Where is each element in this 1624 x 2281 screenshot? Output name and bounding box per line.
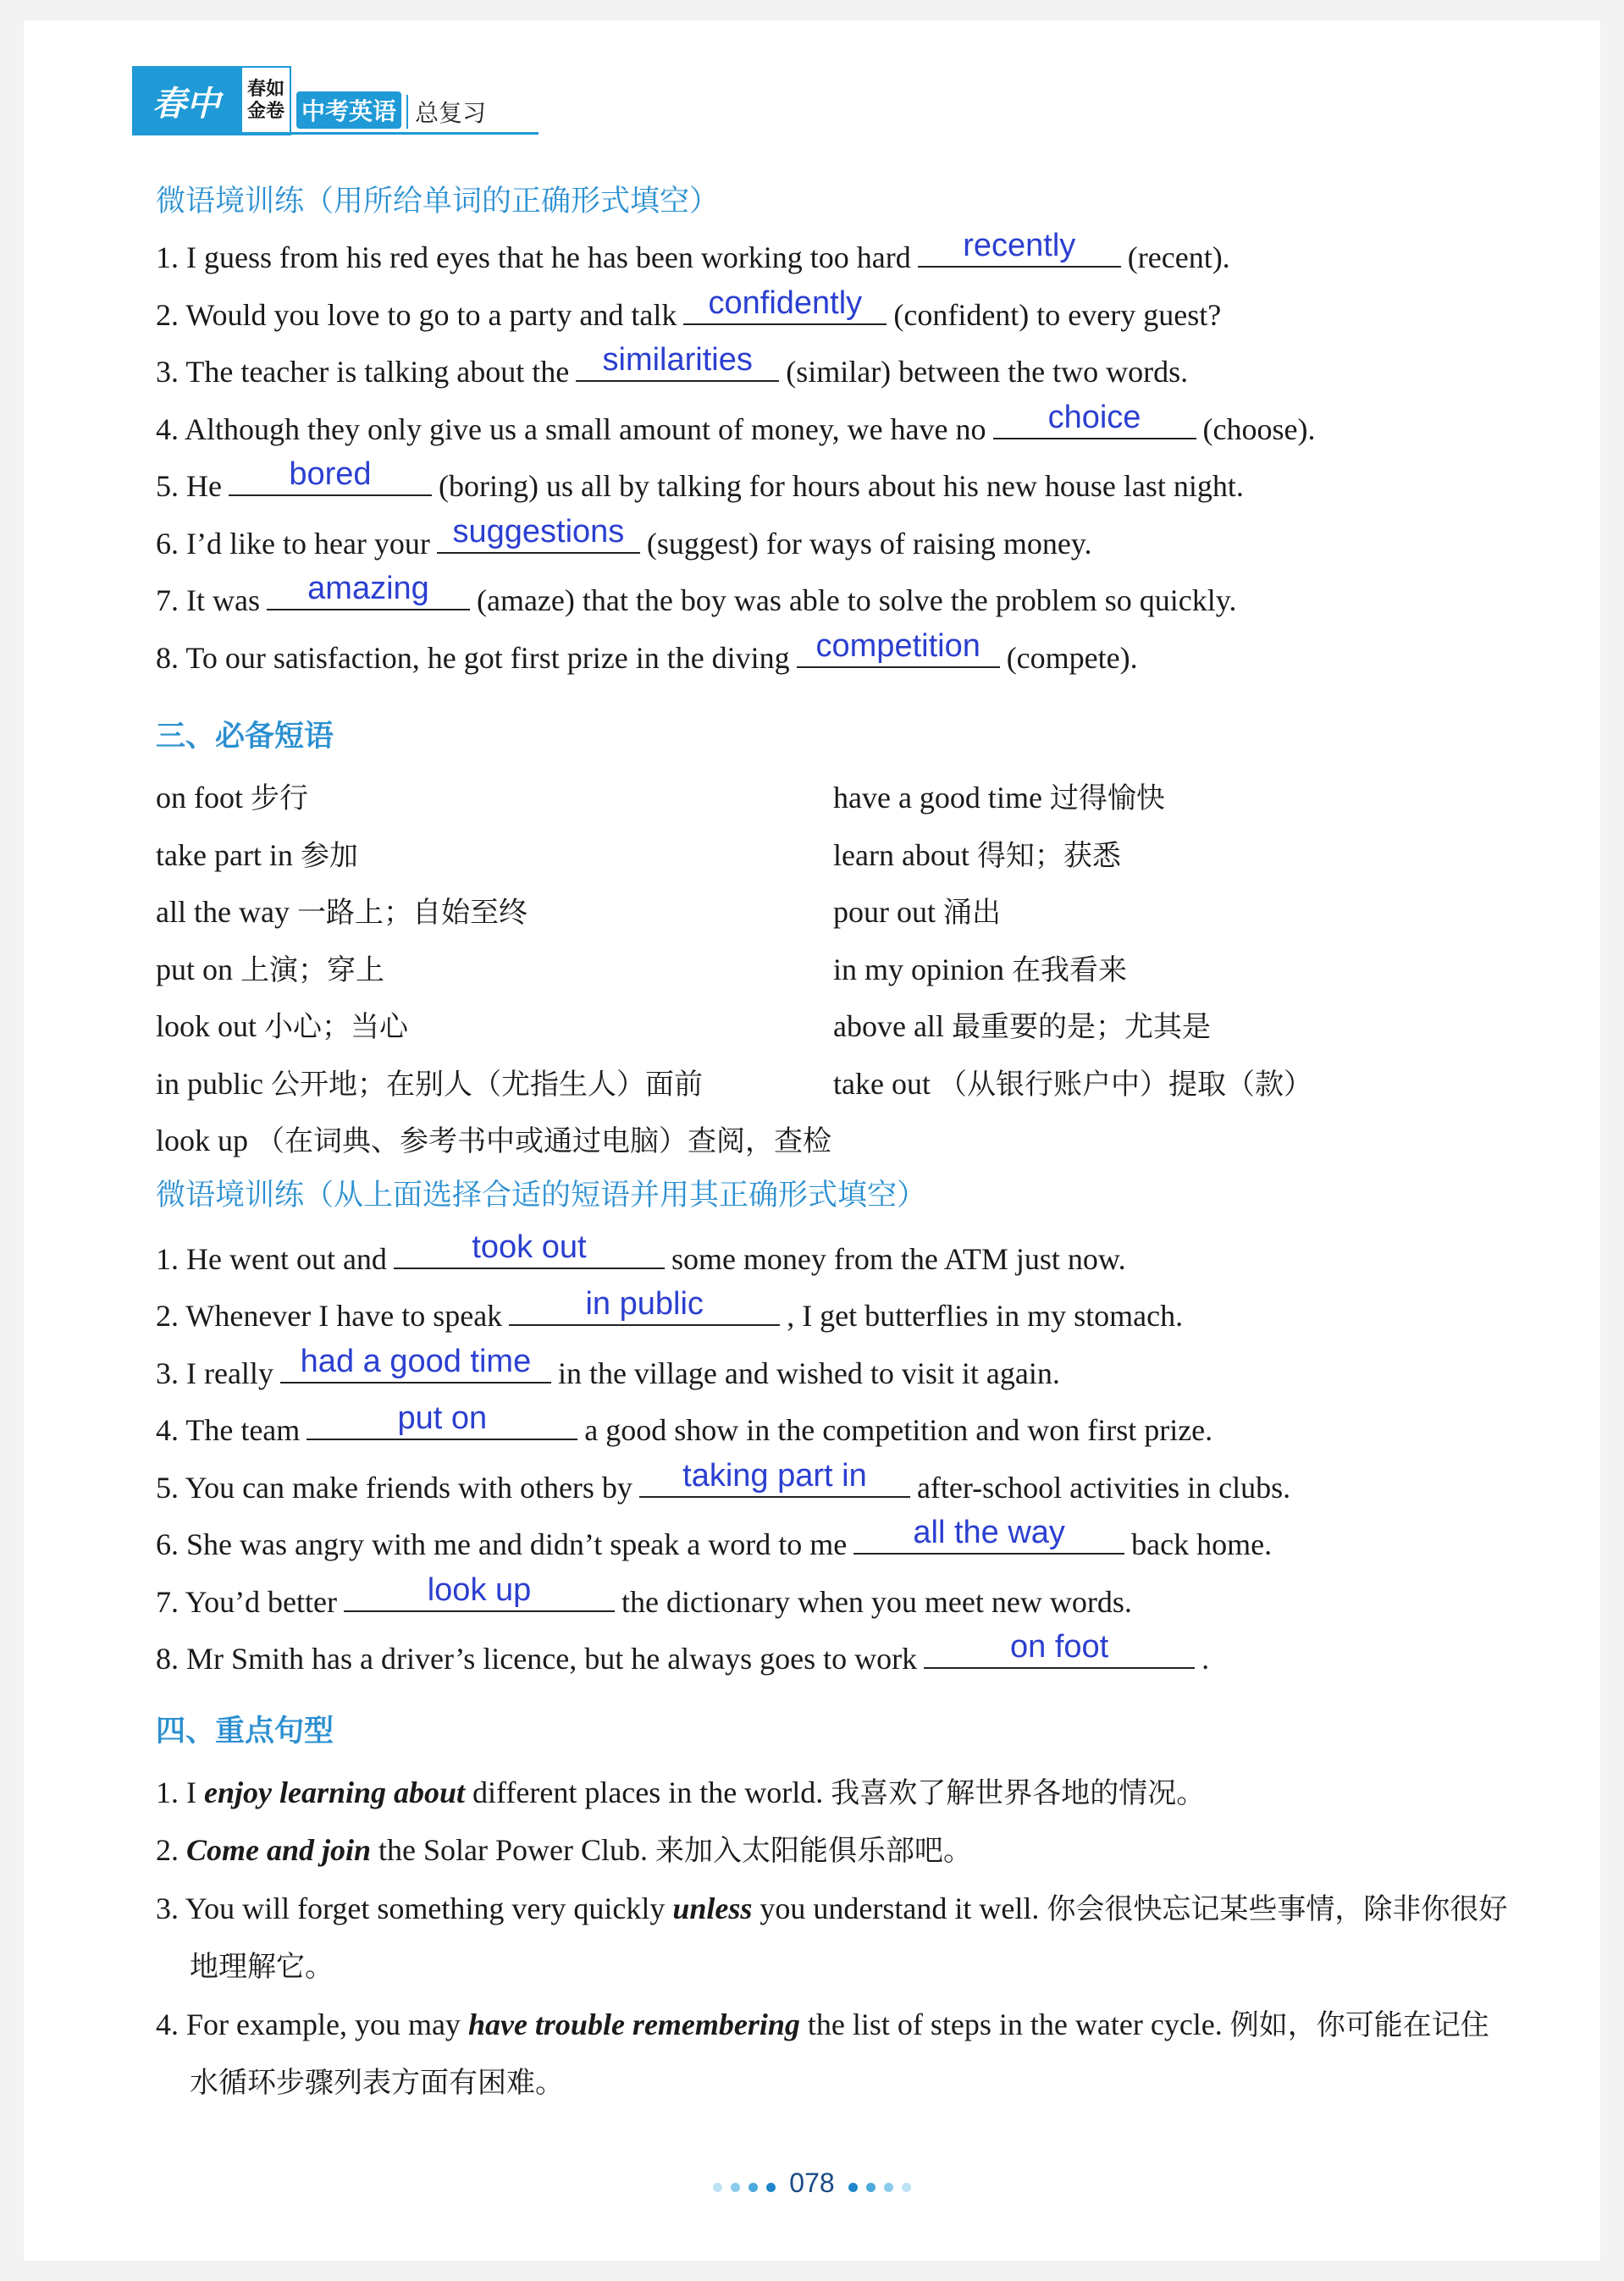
sentence-number: 2. xyxy=(156,1833,186,1867)
answer-text: look up xyxy=(427,1571,532,1608)
item-number: 4. xyxy=(156,1413,186,1447)
footer-dot xyxy=(902,2183,911,2192)
item-text-after: after-school activities in clubs. xyxy=(916,1470,1291,1505)
exercise2-item xyxy=(156,1571,1502,1632)
phrase-item xyxy=(833,942,1494,999)
exercise1-item xyxy=(156,401,1502,459)
item-text-after: (choose). xyxy=(1202,411,1316,446)
item-number: 8. xyxy=(156,1642,186,1676)
answer-text: bored xyxy=(289,456,372,492)
sentence-number: 4. xyxy=(156,2007,186,2041)
exercise1-title: 微语境训练（用所给单词的正确形式填空） xyxy=(156,185,720,218)
exercise2-item xyxy=(156,1345,1502,1403)
main-content xyxy=(156,174,1508,2113)
phrase-item xyxy=(156,884,833,942)
item-text-before: The team xyxy=(185,1413,301,1447)
phrase-chinese: 过得愉快 xyxy=(1049,782,1165,815)
item-text-before: She was angry with me and didn’t speak a word to me xyxy=(186,1527,848,1561)
answer-text: in public xyxy=(585,1286,704,1322)
sentence-post: the list of steps in the water cycle. xyxy=(799,2007,1230,2041)
answer-blank[interactable] xyxy=(853,1517,1124,1555)
exercise2-item xyxy=(156,1288,1502,1345)
phrase-item xyxy=(833,827,1494,885)
answer-text: choice xyxy=(1047,399,1141,435)
item-number: 8. xyxy=(156,640,186,675)
answer-blank[interactable] xyxy=(924,1629,1195,1669)
page-number: 078 xyxy=(789,2168,835,2198)
exercise2-item xyxy=(156,1631,1502,1688)
phrase-item xyxy=(156,1113,1494,1170)
item-text-after: some money from the ATM just now. xyxy=(671,1241,1126,1276)
sentence-chinese: 我喜欢了解世界各地的情况。 xyxy=(831,1776,1206,1810)
section3-title: 三、必备短语 xyxy=(156,720,334,754)
answer-blank[interactable] xyxy=(437,513,640,554)
phrase-item xyxy=(156,827,833,885)
exercise2-item xyxy=(156,1516,1502,1574)
item-text-before: The teacher is talking about the xyxy=(185,355,570,389)
exercise2-list xyxy=(156,1231,1502,1688)
item-number: 4. xyxy=(156,411,185,446)
phrase-chinese: 公开地；在别人（尤指生人）面前 xyxy=(270,1067,703,1102)
sentence-pre: You will forget something very quickly xyxy=(185,1891,673,1925)
series-logo xyxy=(240,66,291,135)
exercise1-item xyxy=(156,572,1502,630)
item-text-after: (recent). xyxy=(1127,240,1230,274)
sentence-list xyxy=(156,1765,1508,2113)
footer-dots-left xyxy=(713,2183,776,2192)
item-text-after: (similar) between the two words. xyxy=(786,355,1189,389)
sentence-post: you understand it well. xyxy=(752,1891,1047,1925)
key-sentence xyxy=(156,1822,1511,1881)
sentence-number: 1. xyxy=(156,1775,186,1809)
exercise2-item xyxy=(156,1457,1502,1517)
item-text-before: You can make friends with others by xyxy=(185,1470,632,1505)
footer-dots-right xyxy=(848,2183,911,2192)
exercise2-item xyxy=(156,1231,1502,1289)
phrase-english: above all xyxy=(833,1009,952,1043)
sentence-number: 3. xyxy=(156,1891,185,1925)
item-text-after: (suggest) for ways of raising money. xyxy=(646,526,1092,561)
item-text-before: It was xyxy=(186,583,260,617)
item-text-after: . xyxy=(1201,1642,1210,1676)
section4-title: 四、重点句型 xyxy=(156,1714,334,1748)
phrase-item xyxy=(833,1056,1494,1113)
phrase-chinese: （从银行账户中）提取（款） xyxy=(937,1067,1312,1102)
phrase-item xyxy=(156,770,833,827)
item-number: 1. xyxy=(156,1241,186,1276)
answer-blank[interactable] xyxy=(918,230,1121,268)
answer-blank[interactable] xyxy=(639,1457,910,1498)
sentence-keyword: enjoy learning about xyxy=(204,1775,466,1809)
answer-text: similarities xyxy=(602,342,753,378)
phrase-english: in public xyxy=(156,1066,271,1101)
exercise1-item xyxy=(156,229,1502,287)
phrase-english: have a good time xyxy=(833,781,1050,815)
item-text-after: (amaze) that the boy was able to solve the problem so quickly. xyxy=(476,583,1237,617)
item-text-after: the dictionary when you meet new words. xyxy=(621,1584,1132,1619)
sentence-pre: I xyxy=(186,1775,204,1809)
exercise1-item xyxy=(156,344,1502,401)
item-text-before: You’d better xyxy=(185,1584,338,1619)
subject-name: 中考英语 xyxy=(296,91,401,129)
item-number: 5. xyxy=(156,1470,185,1505)
answer-text: on foot xyxy=(1010,1629,1109,1665)
phrase-item xyxy=(833,998,1494,1056)
footer-dot xyxy=(748,2183,758,2192)
phrase-chinese: 最重要的是；尤其是 xyxy=(951,1010,1211,1044)
sentence-keyword: Come and join xyxy=(186,1833,372,1867)
key-sentence xyxy=(156,1881,1511,1997)
exercise1-item xyxy=(156,513,1502,573)
item-text-before: I really xyxy=(186,1356,273,1390)
answer-blank[interactable] xyxy=(993,399,1196,439)
phrase-english: learn about xyxy=(833,837,977,872)
phrase-english: on foot xyxy=(156,781,251,815)
exercise1-item xyxy=(156,284,1502,345)
answer-blank[interactable] xyxy=(280,1343,551,1384)
item-number: 2. xyxy=(156,1299,186,1333)
phrase-chinese: 涌出 xyxy=(943,896,1001,930)
item-text-after: back home. xyxy=(1131,1527,1273,1561)
phrase-english: take out xyxy=(833,1066,938,1101)
answer-text: taking part in xyxy=(682,1457,867,1494)
phrase-chinese: 一路上；自始至终 xyxy=(296,896,528,930)
phrase-english: look up xyxy=(156,1124,257,1157)
sentence-pre: For example, you may xyxy=(186,2007,468,2041)
page-footer xyxy=(0,2168,1624,2199)
answer-blank[interactable] xyxy=(307,1400,577,1440)
phrase-item xyxy=(833,884,1494,942)
phrase-chinese: 得知；获悉 xyxy=(976,838,1121,873)
phrase-chinese: （在词典、参考书中或通过电脑）查阅，查检 xyxy=(256,1124,832,1158)
footer-dot xyxy=(766,2183,776,2192)
item-number: 1. xyxy=(156,240,186,274)
item-text-before: To our satisfaction, he got first prize in the diving xyxy=(185,640,790,675)
answer-blank[interactable] xyxy=(394,1229,665,1269)
series-line-1: 春如 xyxy=(246,79,284,100)
phrase-chinese: 在我看来 xyxy=(1012,953,1128,987)
sentence-keyword: have trouble remembering xyxy=(467,2007,800,2041)
sentence-keyword: unless xyxy=(672,1891,753,1925)
answer-blank[interactable] xyxy=(344,1571,615,1612)
phrase-chinese: 步行 xyxy=(251,782,308,815)
exercise1-item xyxy=(156,458,1502,516)
item-text-before: I’d like to hear your xyxy=(186,526,430,561)
answer-text: confidently xyxy=(708,284,863,321)
item-number: 6. xyxy=(156,526,186,561)
sentence-chinese: 例如，你可能在记住水循环步骤列表方面有困难。 xyxy=(190,2008,1489,2100)
exercise1-list xyxy=(156,229,1502,687)
footer-dot xyxy=(713,2183,722,2192)
answer-text: put on xyxy=(397,1400,488,1436)
item-text-after: , I get butterflies in my stomach. xyxy=(787,1299,1184,1333)
phrase-item xyxy=(156,1056,833,1113)
item-text-before: Although they only give us a small amount of money, we have no xyxy=(185,411,986,446)
phrase-item xyxy=(833,770,1494,827)
answer-blank[interactable] xyxy=(797,627,1000,668)
answer-text: all the way xyxy=(913,1515,1065,1550)
footer-dot xyxy=(884,2183,893,2192)
phrase-chinese: 上演；穿上 xyxy=(240,953,385,987)
item-number: 7. xyxy=(156,1584,185,1619)
sentence-chinese: 你会很快忘记某些事情，除非你很好地理解它。 xyxy=(190,1892,1508,1984)
item-number: 3. xyxy=(156,1356,186,1390)
item-text-before: I guess from his red eyes that he has been working too hard xyxy=(186,240,911,274)
answer-text: took out xyxy=(472,1229,587,1265)
footer-dot xyxy=(866,2183,876,2192)
answer-text: had a good time xyxy=(300,1343,532,1379)
phrase-item xyxy=(156,998,833,1056)
item-number: 5. xyxy=(156,469,186,503)
answer-blank[interactable] xyxy=(683,284,887,325)
footer-dot xyxy=(731,2183,740,2192)
phrase-english: pour out xyxy=(833,895,943,929)
phrase-english: look out xyxy=(156,1009,265,1043)
item-text-before: He xyxy=(186,469,222,503)
item-text-before: Would you love to go to a party and talk xyxy=(185,297,677,332)
answer-blank[interactable] xyxy=(509,1286,780,1326)
phrase-english: put on xyxy=(156,952,241,986)
item-number: 6. xyxy=(156,1527,186,1561)
exercise1-item xyxy=(156,627,1502,688)
brand-logo: 春中 xyxy=(132,66,240,135)
answer-blank[interactable] xyxy=(229,456,432,496)
answer-blank[interactable] xyxy=(576,342,779,382)
item-number: 7. xyxy=(156,583,186,617)
item-number: 2. xyxy=(156,297,186,332)
answer-text: competition xyxy=(815,627,980,664)
phrase-english: in my opinion xyxy=(833,952,1013,986)
series-line-2: 金卷 xyxy=(246,101,284,122)
phrase-english: take part in xyxy=(156,837,301,872)
exercise2-item xyxy=(156,1402,1502,1460)
item-text-after: in the village and wished to visit it again. xyxy=(557,1356,1060,1390)
header-rule xyxy=(132,132,539,135)
answer-text: suggestions xyxy=(452,513,625,550)
phrase-item xyxy=(156,942,833,999)
footer-dot xyxy=(848,2183,858,2192)
item-number: 3. xyxy=(156,355,186,389)
review-label: 总复习 xyxy=(406,95,486,129)
key-sentence xyxy=(156,1765,1511,1823)
sentence-post: different places in the world. xyxy=(465,1775,831,1809)
item-text-before: Mr Smith has a driver’s licence, but he always goes to work xyxy=(186,1642,918,1676)
item-text-before: He went out and xyxy=(186,1241,387,1276)
book-header xyxy=(132,66,486,135)
exercise2-title: 微语境训练（从上面选择合适的短语并用其正确形式填空） xyxy=(156,1178,927,1212)
answer-text: amazing xyxy=(307,571,429,606)
key-sentence xyxy=(156,1997,1511,2113)
answer-text: recently xyxy=(963,228,1076,263)
item-text-before: Whenever I have to speak xyxy=(185,1299,503,1333)
item-text-after: a good show in the competition and won first prize. xyxy=(584,1413,1213,1447)
answer-blank[interactable] xyxy=(267,573,470,610)
sentence-chinese: 来加入太阳能俱乐部吧。 xyxy=(655,1834,973,1868)
phrase-chinese: 小心；当心 xyxy=(264,1010,409,1044)
phrase-chinese: 参加 xyxy=(300,838,358,873)
phrase-list xyxy=(156,770,1502,1170)
item-text-after: (compete). xyxy=(1006,640,1138,675)
subject-label xyxy=(296,66,486,135)
item-text-after: (confident) to every guest? xyxy=(893,297,1222,332)
item-text-after: (boring) us all by talking for hours about his new house last night. xyxy=(438,469,1244,503)
phrase-english: all the way xyxy=(156,895,297,929)
sentence-post: the Solar Power Club. xyxy=(371,1833,656,1867)
